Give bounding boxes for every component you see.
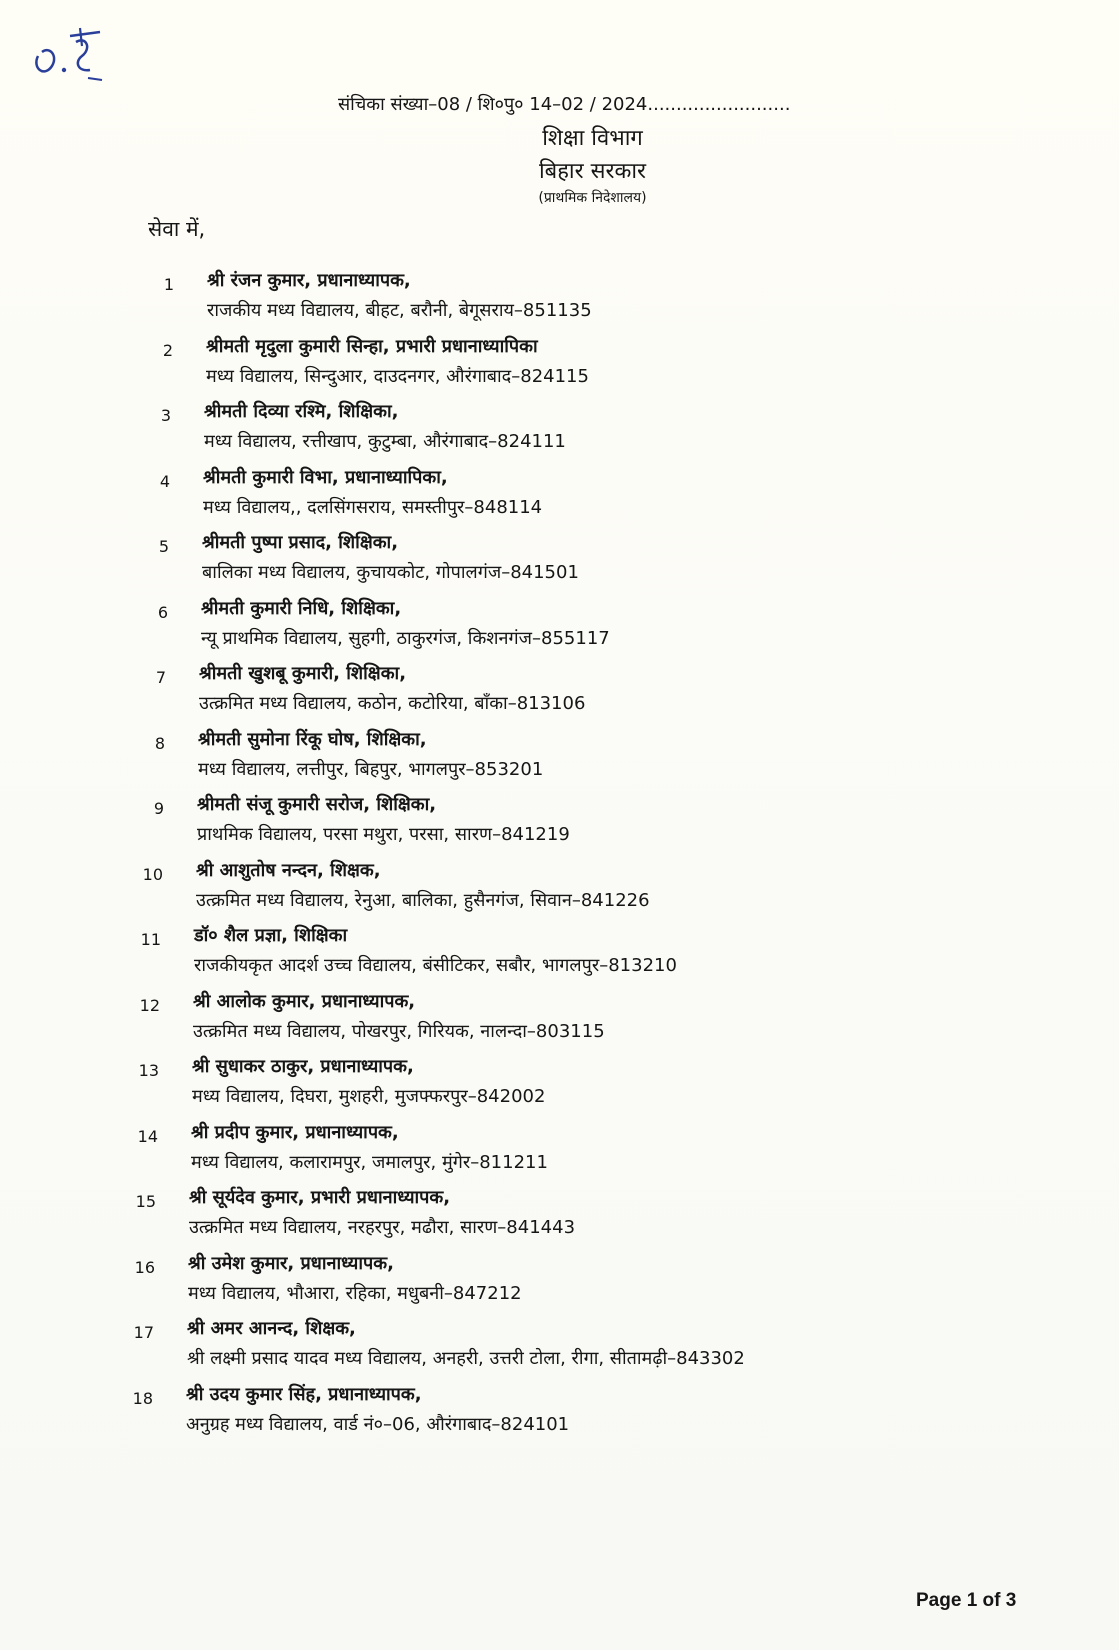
recipient-item xyxy=(132,1382,1090,1448)
recipient-address: राजकीयकृत आदर्श उच्च विद्यालय, बंसीटिकर, सबौर, भागलपुर–813210 xyxy=(194,955,677,976)
recipient-address: मध्य विद्यालय, लत्तीपुर, बिहपुर, भागलपुर–853201 xyxy=(198,758,544,780)
recipient-number: 12 xyxy=(139,995,160,1015)
page-number: Page 1 of 3 xyxy=(916,1590,1017,1611)
recipient-number: 7 xyxy=(155,668,166,687)
recipient-address: मध्य विद्यालय, कलारामपुर, जमालपुर, मुंगेर–811211 xyxy=(191,1151,548,1173)
recipient-address: बालिका मध्य विद्यालय, कुचायकोट, गोपालगंज–841501 xyxy=(202,562,579,583)
recipient-name: श्रीमती कुमारी निधि, शिक्षिका, xyxy=(201,597,402,619)
recipient-name: श्री अमर आनन्द, शिक्षक, xyxy=(187,1318,356,1339)
recipient-item xyxy=(140,727,1090,793)
recipient-address: उत्क्रमित मध्य विद्यालय, नरहरपुर, मढौरा, सारण–841443 xyxy=(189,1217,576,1238)
recipient-address: मध्य विद्यालय, भौआरा, रहिका, मधुबनी–847212 xyxy=(188,1282,522,1304)
recipient-name: श्रीमती संजू कुमारी सरोज, शिक्षिका, xyxy=(197,794,437,815)
salutation: सेवा में, xyxy=(148,217,206,241)
recipient-name: श्री आशुतोष नन्दन, शिक्षक, xyxy=(196,859,381,881)
recipient-name: श्रीमती खुशबू कुमारी, शिक्षिका, xyxy=(199,663,407,684)
recipient-name: श्रीमती पुष्पा प्रसाद, शिक्षिका, xyxy=(202,532,399,553)
recipient-number: 15 xyxy=(135,1192,156,1211)
recipient-item xyxy=(140,1054,1090,1120)
recipient-number: 3 xyxy=(160,406,171,425)
recipient-name: श्री रंजन कुमार, प्रधानाध्यापक, xyxy=(207,270,411,291)
recipient-item xyxy=(140,989,1090,1055)
recipient-number: 16 xyxy=(134,1257,155,1277)
recipient-address: प्राथमिक विद्यालय, परसा मथुरा, परसा, सारण–841219 xyxy=(197,824,570,845)
recipient-name: डॉ० शैल प्रज्ञा, शिक्षिका xyxy=(194,925,348,946)
recipient-item xyxy=(140,792,1090,858)
government-heading: बिहार सरकार xyxy=(538,159,647,184)
recipient-name: श्री आलोक कुमार, प्रधानाध्यापक, xyxy=(193,990,416,1012)
recipient-address: न्यू प्राथमिक विद्यालय, सुहगी, ठाकुरगंज, किशनगंज–855117 xyxy=(201,627,610,649)
recipient-name: श्री प्रदीप कुमार, प्रधानाध्यापक, xyxy=(191,1121,399,1143)
recipient-item xyxy=(140,530,1090,596)
recipient-name: श्री सुधाकर ठाकुर, प्रधानाध्यापक, xyxy=(192,1056,414,1077)
recipient-item xyxy=(140,268,1090,334)
directorate-subheading: (प्राथमिक निदेशालय) xyxy=(538,190,647,206)
recipient-address: उत्क्रमित मध्य विद्यालय, कठोन, कटोरिया, बाँका–813106 xyxy=(199,693,586,714)
file-number: संचिका संख्या–08 / शि०पु० 14–02 / 2024......................... xyxy=(338,94,791,115)
recipient-item xyxy=(140,596,1090,662)
recipient-number: 13 xyxy=(138,1061,159,1080)
department-heading: शिक्षा विभाग xyxy=(542,126,643,151)
recipient-number: 11 xyxy=(140,930,161,949)
recipient-item xyxy=(140,334,1090,400)
recipient-address: मध्य विद्यालय, सिन्दुआर, दाउदनगर, औरंगाबाद–824115 xyxy=(206,365,589,387)
handwritten-mark xyxy=(30,16,110,86)
recipient-list xyxy=(132,268,1090,1447)
recipient-address: राजकीय मध्य विद्यालय, बीहट, बरौनी, बेगूसराय–851135 xyxy=(207,300,592,321)
recipient-item xyxy=(135,1185,1090,1251)
recipient-number: 10 xyxy=(142,864,163,884)
recipient-address: मध्य विद्यालय, दिघरा, मुशहरी, मुजफ्फरपुर–842002 xyxy=(192,1086,546,1107)
recipient-item xyxy=(133,1316,1090,1382)
recipient-name: श्री उदय कुमार सिंह, प्रधानाध्यापक, xyxy=(186,1383,422,1405)
recipient-address: श्री लक्ष्मी प्रसाद यादव मध्य विद्यालय, अनहरी, उत्तरी टोला, रीगा, सीतामढ़ी–843302 xyxy=(187,1348,745,1369)
recipient-name: श्री सूर्यदेव कुमार, प्रभारी प्रधानाध्यापक, xyxy=(189,1187,451,1208)
recipient-name: श्रीमती मृदुला कुमारी सिन्हा, प्रभारी प्रधानाध्यापिका xyxy=(206,335,538,357)
recipient-number: 8 xyxy=(154,733,165,753)
recipient-name: श्रीमती सुमोना रिंकू घोष, शिक्षिका, xyxy=(198,728,427,750)
recipient-item xyxy=(140,399,1090,465)
recipient-number: 2 xyxy=(162,340,173,360)
recipient-number: 18 xyxy=(132,1388,153,1408)
recipient-item xyxy=(134,1251,1090,1317)
recipient-address: उत्क्रमित मध्य विद्यालय, पोखरपुर, गिरियक, नालन्दा–803115 xyxy=(193,1020,605,1042)
recipient-number: 6 xyxy=(157,602,168,622)
recipient-item xyxy=(137,1120,1090,1186)
recipient-name: श्रीमती कुमारी विभा, प्रधानाध्यापिका, xyxy=(203,466,448,488)
recipient-number: 4 xyxy=(159,471,170,491)
recipient-item xyxy=(140,465,1090,531)
recipient-number: 5 xyxy=(158,537,169,556)
recipient-name: श्रीमती दिव्या रश्मि, शिक्षिका, xyxy=(204,401,399,422)
recipient-address: मध्य विद्यालय,, दलसिंगसराय, समस्तीपुर–848114 xyxy=(203,496,543,518)
recipient-address: मध्य विद्यालय, रत्तीखाप, कुटुम्बा, औरंगाबाद–824111 xyxy=(204,431,566,452)
recipient-number: 17 xyxy=(133,1323,154,1342)
recipient-address: अनुग्रह मध्य विद्यालय, वार्ड नं०–06, औरंगाबाद–824101 xyxy=(186,1413,570,1435)
recipient-item xyxy=(140,858,1090,924)
recipient-item xyxy=(140,661,1090,727)
recipient-number: 1 xyxy=(163,275,174,294)
recipient-item xyxy=(140,923,1090,989)
recipient-number: 14 xyxy=(137,1126,158,1146)
recipient-number: 9 xyxy=(153,799,164,818)
recipient-address: उत्क्रमित मध्य विद्यालय, रेनुआ, बालिका, हुसैनगंज, सिवान–841226 xyxy=(196,889,650,911)
recipient-name: श्री उमेश कुमार, प्रधानाध्यापक, xyxy=(188,1252,394,1274)
